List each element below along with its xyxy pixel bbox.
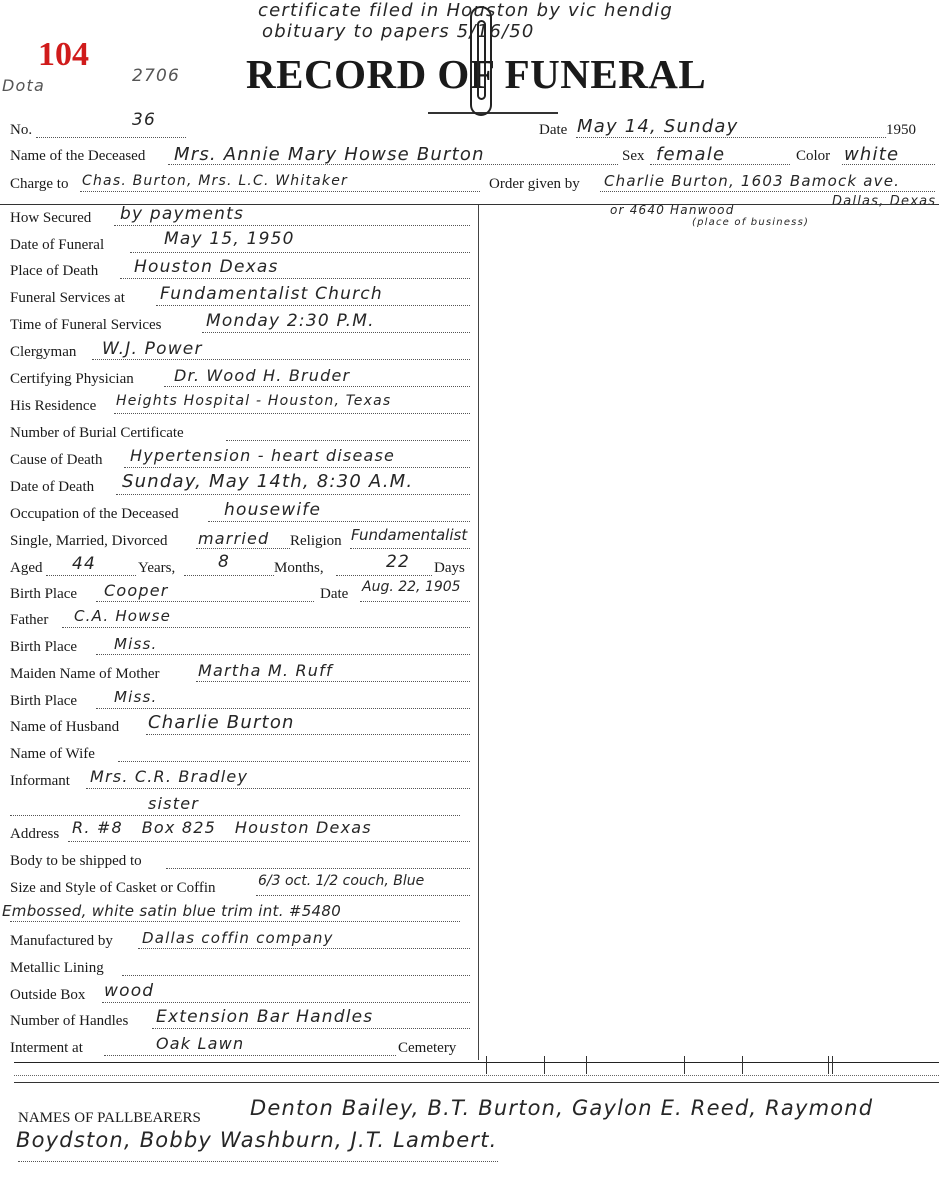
row-residence <box>10 393 470 420</box>
informant-label: Informant <box>10 773 70 789</box>
header-note-line2: obituary to papers 5/16/50 <box>262 21 535 42</box>
shipped-label: Body to be shipped to <box>10 853 142 869</box>
row-charge-order <box>10 172 935 198</box>
days-label: Days <box>434 560 465 576</box>
husband-label: Name of Husband <box>10 719 120 735</box>
interment-value: Oak Lawn <box>156 1034 245 1053</box>
address-value: R. #8 Box 825 Houston Dexas <box>72 818 372 837</box>
mother-birth-label: Birth Place <box>10 693 78 709</box>
mother-label: Maiden Name of Mother <box>10 666 160 682</box>
mother-line <box>196 681 470 682</box>
row-husband <box>10 712 470 741</box>
row-date-death <box>10 471 470 501</box>
time-services-value: Monday 2:30 P.M. <box>206 311 375 331</box>
sex-label: Sex <box>622 148 645 164</box>
mother-value: Martha M. Ruff <box>198 661 333 680</box>
burial-cert-line <box>226 440 470 441</box>
metallic-label: Metallic Lining <box>10 960 104 976</box>
divider-tick <box>544 1056 545 1074</box>
divider-tick <box>684 1056 685 1074</box>
bottom-divider <box>14 1062 939 1063</box>
clergyman-label: Clergyman <box>10 344 77 360</box>
no-value: 36 <box>132 110 157 130</box>
days-line <box>336 575 432 576</box>
row-burial-certificate <box>10 425 470 447</box>
paperclip-inner-icon <box>477 20 486 100</box>
cause-value: Hypertension - heart disease <box>130 446 396 465</box>
charge-line <box>80 191 480 192</box>
row-address <box>10 818 470 848</box>
place-death-label: Place of Death <box>10 263 99 279</box>
cause-line <box>124 467 470 468</box>
divider-tick <box>832 1056 833 1074</box>
row-place-death <box>10 257 470 285</box>
row-occupation <box>10 500 470 528</box>
father-birth-label: Birth Place <box>10 639 78 655</box>
dotted-divider <box>14 1075 939 1076</box>
order-value-line2: Dallas, Dexas <box>832 194 937 209</box>
months-value: 8 <box>218 552 231 572</box>
wife-line <box>118 761 470 762</box>
row-shipped <box>10 853 470 875</box>
religion-line <box>350 548 470 549</box>
husband-line <box>146 734 470 735</box>
casket-value-line2: Embossed, white satin blue trim int. #5480 <box>2 902 342 920</box>
place-death-value: Houston Dexas <box>134 257 279 277</box>
date-label: Date <box>539 122 568 138</box>
date-death-label: Date of Death <box>10 479 95 495</box>
birth-date-value: Aug. 22, 1905 <box>362 579 461 595</box>
order-alt-note: (place of business) <box>692 217 810 228</box>
no-line <box>36 137 186 138</box>
page-title: RECORD OF FUNERAL <box>246 51 707 97</box>
order-value: Charlie Burton, 1603 Bamock ave. <box>604 172 901 190</box>
record-stamp-number: 104 <box>38 36 89 73</box>
divider-tick <box>586 1056 587 1074</box>
pallbearers-line2: Boydston, Bobby Washburn, J.T. Lambert. <box>16 1128 498 1152</box>
order-alt-value: or 4640 Hanwood <box>610 203 735 217</box>
services-at-value: Fundamentalist Church <box>160 284 383 304</box>
margin-note-number: 2706 <box>132 66 181 86</box>
date-death-line <box>116 494 470 495</box>
no-label: No. <box>10 122 33 138</box>
row-father <box>10 607 470 634</box>
interment-label: Interment at <box>10 1040 83 1056</box>
handles-label: Number of Handles <box>10 1013 129 1029</box>
how-secured-label: How Secured <box>10 210 92 226</box>
time-services-label: Time of Funeral Services <box>10 317 162 333</box>
cemetery-label: Cemetery <box>398 1040 457 1056</box>
years-label: Years, <box>138 560 176 576</box>
row-date-funeral <box>10 229 470 259</box>
informant-relation: sister <box>148 794 200 813</box>
year-value: 1950 <box>886 122 916 138</box>
casket-line <box>256 895 470 896</box>
sex-value: female <box>656 144 726 165</box>
row-time-services <box>10 311 470 339</box>
birth-place-label: Birth Place <box>10 586 78 602</box>
row-informant <box>10 767 470 795</box>
row-wife <box>10 746 470 768</box>
column-divider <box>478 205 479 1060</box>
birth-place-line <box>96 601 314 602</box>
wife-label: Name of Wife <box>10 746 95 762</box>
marital-line <box>196 548 290 549</box>
date-funeral-line <box>130 252 470 253</box>
marital-value: married <box>198 529 270 548</box>
manufactured-value: Dallas coffin company <box>142 929 334 947</box>
metallic-line <box>122 975 470 976</box>
row-mother <box>10 661 470 688</box>
religion-value: Fundamentalist <box>351 526 468 544</box>
row-casket <box>10 873 470 902</box>
father-birth-value: Miss. <box>114 635 158 653</box>
burial-cert-label: Number of Burial Certificate <box>10 425 184 441</box>
casket-value: 6/3 oct. 1/2 couch, Blue <box>258 873 425 889</box>
birth-place-value: Cooper <box>104 581 169 600</box>
row-number-date <box>10 110 935 144</box>
father-label: Father <box>10 612 49 628</box>
row-father-birth <box>10 635 470 661</box>
handles-line <box>152 1028 470 1029</box>
residence-value: Heights Hospital - Houston, Texas <box>116 393 392 409</box>
cause-label: Cause of Death <box>10 452 103 468</box>
clergyman-value: W.J. Power <box>102 339 203 359</box>
address-label: Address <box>10 826 60 842</box>
informant-line <box>86 788 470 789</box>
divider-tick <box>742 1056 743 1074</box>
place-death-line <box>120 278 470 279</box>
order-line <box>600 191 935 192</box>
pallbearer-divider <box>14 1082 939 1083</box>
father-line <box>62 627 470 628</box>
aged-value: 44 <box>72 554 97 574</box>
casket-line2 <box>10 921 460 922</box>
interment-line <box>104 1055 396 1056</box>
row-physician <box>10 366 470 393</box>
pallbearers-label: NAMES OF PALLBEARERS <box>18 1110 201 1126</box>
name-label: Name of the Deceased <box>10 148 146 164</box>
months-line <box>184 575 274 576</box>
charge-label: Charge to <box>10 176 69 192</box>
religion-label: Religion <box>290 533 342 549</box>
services-at-label: Funeral Services at <box>10 290 125 306</box>
clergyman-line <box>92 359 470 360</box>
physician-line <box>164 386 470 387</box>
pallbearers-line <box>18 1161 498 1162</box>
row-handles <box>10 1007 470 1035</box>
mother-birth-line <box>96 708 470 709</box>
informant-relation-line <box>10 815 460 816</box>
color-value: white <box>844 144 900 165</box>
aged-label: Aged <box>10 560 43 576</box>
name-value: Mrs. Annie Mary Howse Burton <box>174 144 485 165</box>
handles-value: Extension Bar Handles <box>156 1007 374 1027</box>
outside-box-line <box>102 1002 470 1003</box>
address-line <box>68 841 470 842</box>
divider-tick <box>486 1056 487 1074</box>
row-birth <box>10 579 470 608</box>
date-death-value: Sunday, May 14th, 8:30 A.M. <box>122 471 414 492</box>
row-name-sex-color <box>10 144 935 170</box>
row-metallic <box>10 960 470 982</box>
informant-value: Mrs. C.R. Bradley <box>90 767 249 786</box>
row-services-at <box>10 284 470 312</box>
days-value: 22 <box>386 552 411 572</box>
date-funeral-value: May 15, 1950 <box>164 229 295 249</box>
occupation-line <box>208 521 470 522</box>
title-underline <box>428 112 558 114</box>
physician-value: Dr. Wood H. Bruder <box>174 366 351 385</box>
pallbearers-line1: Denton Bailey, B.T. Burton, Gaylon E. Reed, Raymond <box>250 1096 874 1120</box>
services-at-line <box>156 305 470 306</box>
mother-birth-value: Miss. <box>114 688 158 706</box>
occupation-label: Occupation of the Deceased <box>10 506 179 522</box>
father-birth-line <box>96 654 470 655</box>
color-label: Color <box>796 148 831 164</box>
husband-value: Charlie Burton <box>148 712 295 733</box>
charge-value: Chas. Burton, Mrs. L.C. Whitaker <box>82 173 348 189</box>
manufactured-label: Manufactured by <box>10 933 113 949</box>
father-value: C.A. Howse <box>74 607 172 625</box>
shipped-line <box>166 868 470 869</box>
header-note-line1: certificate filed in Houston by vic hendig <box>258 0 673 21</box>
divider-tick <box>828 1056 829 1074</box>
residence-line <box>114 413 470 414</box>
row-outside-box <box>10 981 470 1009</box>
outside-box-label: Outside Box <box>10 987 86 1003</box>
marital-label: Single, Married, Divorced <box>10 533 168 549</box>
outside-box-value: wood <box>104 981 155 1001</box>
row-interment <box>10 1034 470 1062</box>
occupation-value: housewife <box>224 500 322 520</box>
margin-note-left: Dota <box>2 76 45 95</box>
months-label: Months, <box>274 560 324 576</box>
aged-line <box>46 575 136 576</box>
birth-date-line <box>360 601 470 602</box>
residence-label: His Residence <box>10 398 97 414</box>
date-line <box>576 137 886 138</box>
casket-label: Size and Style of Casket or Coffin <box>10 880 216 896</box>
time-services-line <box>202 332 470 333</box>
manufactured-line <box>138 948 470 949</box>
row-clergyman <box>10 339 470 366</box>
physician-label: Certifying Physician <box>10 371 134 387</box>
date-funeral-label: Date of Funeral <box>10 237 105 253</box>
row-manufactured <box>10 929 470 955</box>
how-secured-value: by payments <box>120 204 245 224</box>
order-label: Order given by <box>489 176 580 192</box>
how-secured-line <box>114 225 470 226</box>
birth-date-label: Date <box>320 586 349 602</box>
date-value: May 14, Sunday <box>577 116 739 137</box>
